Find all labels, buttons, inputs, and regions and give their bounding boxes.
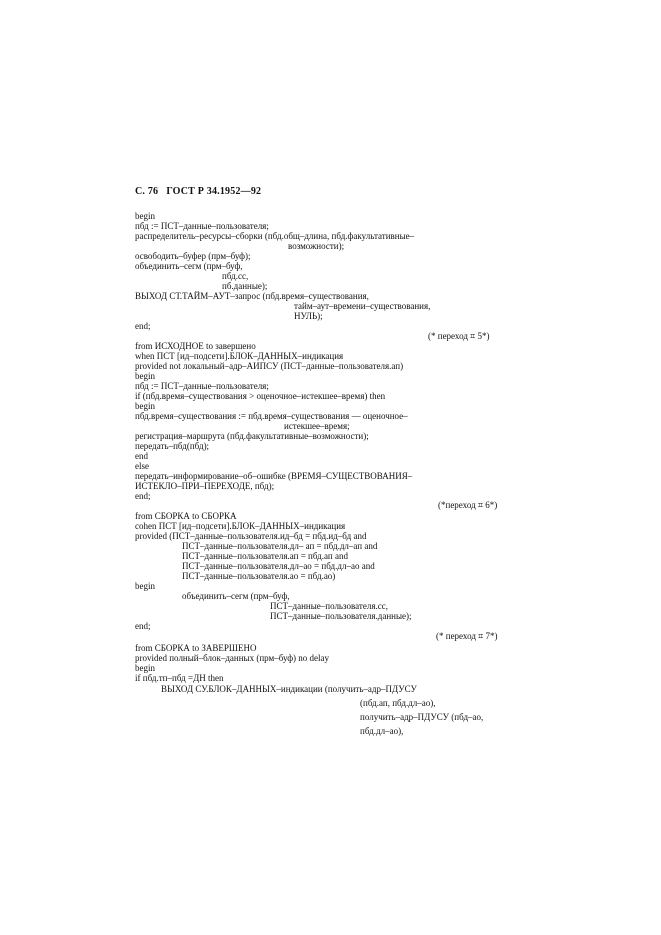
code-line: else — [135, 461, 149, 471]
code-line: end — [135, 451, 148, 461]
code-comment: (* переход ⌗ 5*) — [428, 331, 490, 341]
code-line: (пбд.ап, пбд.дл–ао), — [360, 698, 436, 708]
code-line: ВЫХОД СТ.ТАЙМ–АУТ–запрос (пбд.время–существования, — [135, 291, 369, 301]
page-number: С. 76 — [135, 186, 159, 197]
code-line: передать–пбд(пбд); — [135, 441, 210, 451]
code-line: if пбд.тп–пбд =ДН then — [135, 673, 224, 683]
code-line: ВЫХОД СУ.БЛОК–ДАННЫХ–индикации (получить–адр–ПДУСУ — [161, 684, 417, 694]
code-line: from ИСХОДНОЕ to завершено — [135, 341, 256, 351]
code-line: begin — [135, 663, 155, 673]
code-line: пбд := ПСТ–данные–пользователя; — [135, 221, 269, 231]
code-line: ПСТ–данные–пользователя.дл–ао = пбд.дл–ао and — [182, 561, 375, 571]
code-line: provided (ПСТ–данные–пользователя.ид–бд = пбд.ид–бд and — [135, 531, 367, 541]
code-line: ИСТЕКЛО–ПРИ–ПЕРЕХОДЕ, пбд); — [135, 481, 275, 491]
code-line: end; — [135, 621, 151, 631]
code-line: передать–информирование–об–ошибке (ВРЕМЯ–СУЩЕСТВОВАНИЯ– — [135, 471, 413, 481]
code-line: распределитель–ресурсы–сборки (пбд.общ–длина, пбд.факультативные– — [135, 231, 415, 241]
code-line: ПСТ–данные–пользователя.ао = пбд.ао) — [182, 571, 336, 581]
code-line: provided not локальный–адр–АИПСУ (ПСТ–данные–пользователя.ап) — [135, 361, 404, 371]
code-line: тайм–аут–времени–существования, — [294, 301, 431, 311]
standard-designation: ГОСТ Р 34.1952—92 — [166, 186, 262, 197]
code-line: begin — [135, 211, 155, 221]
code-line: if (пбд.время–существования > оценочное–истекшее–время) then — [135, 391, 386, 401]
code-line: ПСТ–данные–пользователя.сс, — [270, 601, 388, 611]
code-comment: (* переход ⌗ 7*) — [436, 631, 498, 641]
code-line: when ПСТ [ид–подсети].БЛОК–ДАННЫХ–индикация — [135, 351, 344, 361]
code-line: begin — [135, 581, 155, 591]
code-line: пбд.дл–ао), — [360, 726, 404, 736]
code-line: ПСТ–данные–пользователя.данные); — [270, 611, 412, 621]
code-line: end; — [135, 491, 151, 501]
code-line: регистрация–маршрута (пбд.факультативные–возможности); — [135, 431, 369, 441]
code-line: ПСТ–данные–пользователя.дл– ап = пбд.дл–ап and — [182, 541, 378, 551]
code-line: пбд.время–существования := пбд.время–существования — оценочное– — [135, 411, 408, 421]
code-line: объединить–сегм (прм–буф, — [182, 591, 290, 601]
code-line: begin — [135, 401, 155, 411]
code-line: from СБОРКА to СБОРКА — [135, 511, 237, 521]
code-line: истекшее–время; — [284, 421, 350, 431]
code-line: возможности); — [288, 241, 345, 251]
code-line: end; — [135, 321, 151, 331]
code-comment: (*переход ⌗ 6*) — [438, 500, 498, 510]
code-line: пбд.сс, — [222, 271, 249, 281]
code-line: ПСТ–данные–пользователя.ап = пбд.ап and — [182, 551, 348, 561]
page-header — [135, 186, 261, 197]
code-line: cohen ПСТ [ид–подсети].БЛОК–ДАННЫХ–индикация — [135, 521, 346, 531]
code-line: получить–адр–ПДУСУ (пбд–ао, — [360, 712, 484, 722]
code-line: пбд := ПСТ–данные–пользователя; — [135, 381, 269, 391]
code-line: объединить–сегм (прм–буф, — [135, 261, 243, 271]
code-line: begin — [135, 371, 155, 381]
code-line: НУЛЬ); — [294, 311, 323, 321]
code-line: пб.данные); — [222, 281, 268, 291]
code-line: from СБОРКА to ЗАВЕРШЕНО — [135, 643, 257, 653]
code-line: provided полный–блок–данных (прм–буф) no delay — [135, 653, 330, 663]
code-line: освободить–буфер (прм–буф); — [135, 251, 251, 261]
